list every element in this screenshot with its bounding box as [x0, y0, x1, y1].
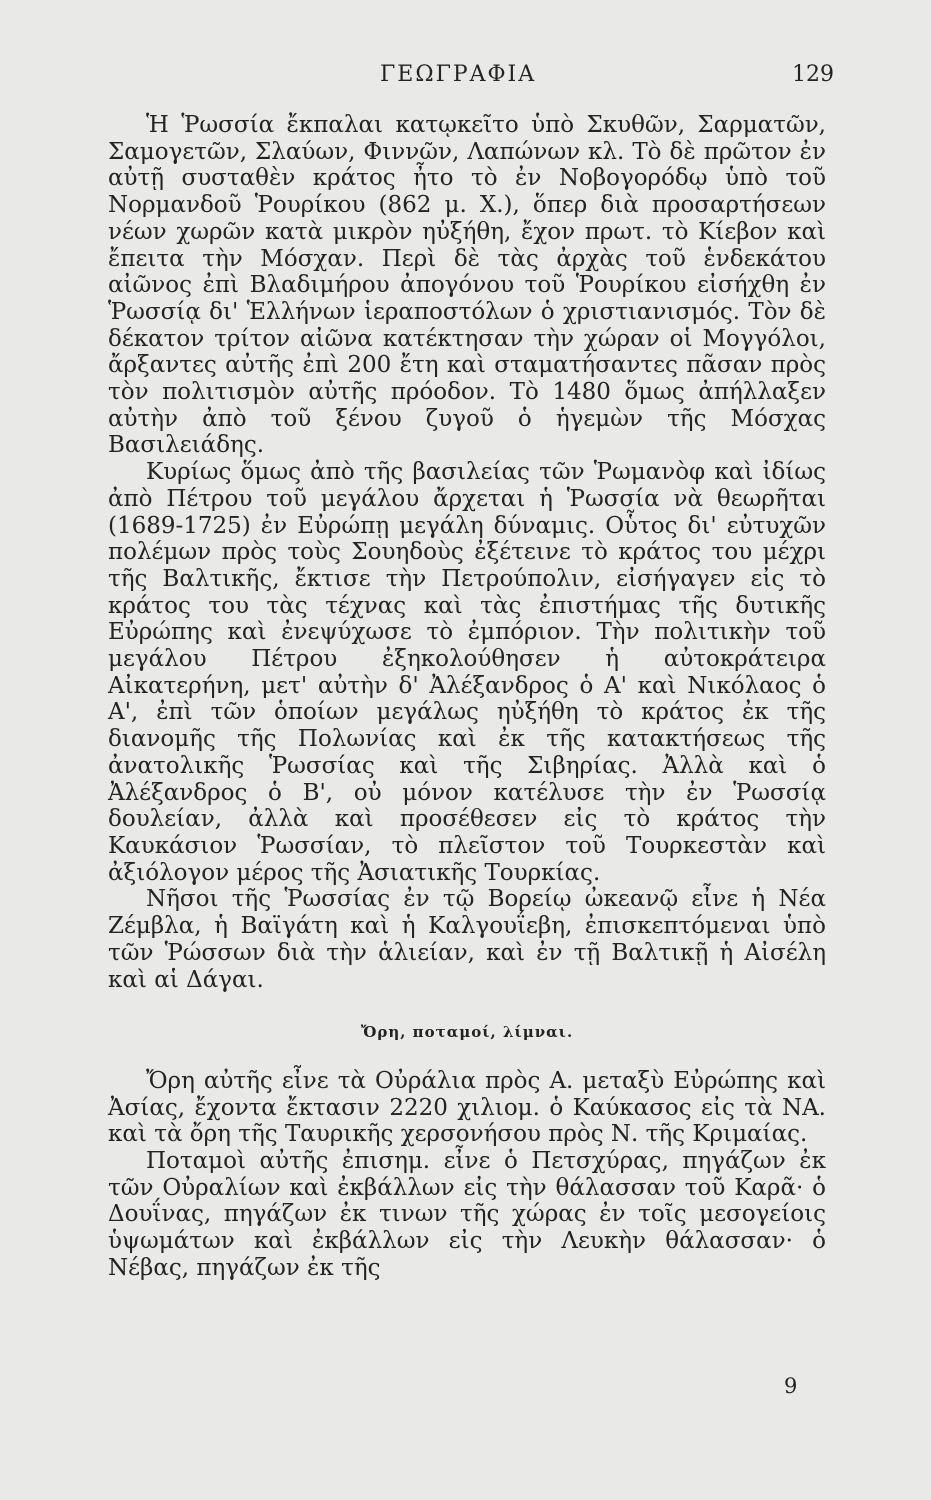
paragraph-mountains: Ὄρη αὐτῆς εἶνε τὰ Οὐράλια πρὸς Α. μεταξὺ Εὐρώπης καὶ Ἀσίας, ἔχοντα ἔκτασιν 2220 χιλιομ. ὁ Καύκασος εἰς τὰ ΝΑ. καὶ τὰ ὄρη τῆς Ταυρικῆς χερσονήσου πρὸς Ν. τῆς Κριμαίας. — [108, 1067, 826, 1148]
paragraph-history: Ἡ Ῥωσσία ἔκπαλαι κατῳκεῖτο ὑπὸ Σκυθῶν, Σαρματῶν, Σαμογετῶν, Σλαύων, Φιννῶν, Λαπώνων κλ. Τὸ δὲ πρῶτον ἐν αὐτῇ συσταθὲν κράτος ἦτο τὸ ἐν Νοβογορόδῳ ὑπὸ τοῦ Νορμανδοῦ Ῥουρίκου (862 μ. Χ.), ὅπερ διὰ προσαρτήσεων νέων χωρῶν κατὰ μικρὸν ηὐξήθη, ἔχον πρωτ. τὸ Κίεβον καὶ ἔπειτα τὴν Μόσχαν. Περὶ δὲ τὰς ἀρχὰς τοῦ ἑνδεκάτου αἰῶνος ἐπὶ Βλαδιμήρου ἀπογόνου τοῦ Ῥουρίκου εἰσήχθη ἐν Ῥωσσίᾳ δι' Ἑλλήνων ἱεραποστόλων ὁ χριστιανισμός. Τὸν δὲ δέκατον τρίτον αἰῶνα κατέκτησαν τὴν χώραν οἱ Μογγόλοι, ἄρξαντες αὐτῆς ἐπὶ 200 ἔτη καὶ σταματήσαντες πᾶσαν πρὸς τὸν πολιτισμὸν αὐτῆς πρόοδον. Τὸ 1480 ὅμως ἀπήλλαξεν αὐτὴν ἀπὸ τοῦ ξένου ζυγοῦ ὁ ἡγεμὼν τῆς Μόσχας Βασιλειάδης. — [108, 112, 826, 459]
paragraph-rivers: Ποταμοὶ αὐτῆς ἐπισημ. εἶνε ὁ Πετσχύρας, πηγάζων ἐκ τῶν Οὐραλίων καὶ ἐκβάλλων εἰς τὴν θάλασσαν τοῦ Καρᾶ· ὁ Δουΐνας, πηγάζων ἐκ τινων τῆς χώρας ἐν τοῖς μεσογείοις ὑψωμάτων καὶ ἐκβάλλων εἰς τὴν Λευκὴν θάλασσαν· ὁ Νέβας, πηγάζων ἐκ τῆς — [108, 1148, 826, 1281]
section-heading: Ὄρη, ποταμοί, λίμναι. — [360, 1023, 574, 1042]
paragraph-romanov: Κυρίως ὅμως ἀπὸ τῆς βασιλείας τῶν Ῥωμανὸφ καὶ ἰδίως ἀπὸ Πέτρου τοῦ μεγάλου ἄρχεται ἡ Ῥωσσία νὰ θεωρῆται (1689-1725) ἐν Εὐρώπῃ μεγάλη δύναμις. Οὗτος δι' εὐτυχῶν πολέμων πρὸς τοὺς Σουηδοὺς ἐξέτεινε τὸ κράτος του μέχρι τῆς Βαλτικῆς, ἔκτισε τὴν Πετρούπολιν, εἰσήγαγεν εἰς τὸ κράτος του τὰς τέχνας καὶ τὰς ἐπιστήμας τῆς δυτικῆς Εὐρώπης καὶ ἐνεψύχωσε τὸ ἐμπόριον. Τὴν πολιτικὴν τοῦ μεγάλου Πέτρου ἐξηκολούθησεν ἡ αὐτοκράτειρα Αἰκατερήνη, μετ' αὐτὴν δ' Ἀλέξανδρος ὁ Α' καὶ Νικόλαος ὁ Α', ἐπὶ τῶν ὁποίων μεγάλως ηὐξήθη τὸ κράτος ἐκ τῆς διανομῆς τῆς Πολωνίας καὶ ἐκ τῆς κατακτήσεως τῆς ἀνατολικῆς Ῥωσσίας καὶ τῆς Σιβηρίας. Ἀλλὰ καὶ ὁ Ἀλέξανδρος ὁ Β', οὐ μόνον κατέλυσε τὴν ἐν Ῥωσσίᾳ δουλείαν, ἀλλὰ καὶ προσέθεσεν εἰς τὸ κράτος τὴν Καυκάσιον Ῥωσσίαν, τὸ πλεῖστον τοῦ Τουρκεστὰν καὶ ἀξιόλογον μέρος τῆς Ἀσιατικῆς Τουρκίας. — [108, 459, 826, 886]
page-number: 129 — [792, 62, 834, 87]
signature-mark: 9 — [784, 1374, 798, 1398]
running-title: ΓΕΩΓΡΑΦΙΑ — [380, 62, 537, 87]
running-head — [0, 62, 931, 92]
paragraph-islands: Νῆσοι τῆς Ῥωσσίας ἐν τῷ Βορείῳ ὠκεανῷ εἶνε ἡ Νέα Ζέμβλα, ἡ Βαϊγάτη καὶ ἡ Καλγουΐεβη, ἐπισκεπτόμεναι ὑπὸ τῶν Ῥώσσων διὰ τὴν ἁλιείαν, καὶ ἐν τῇ Βαλτικῇ ἡ Αἰσέλη καὶ αἱ Δάγαι. — [108, 886, 826, 993]
body-text — [108, 112, 826, 1282]
